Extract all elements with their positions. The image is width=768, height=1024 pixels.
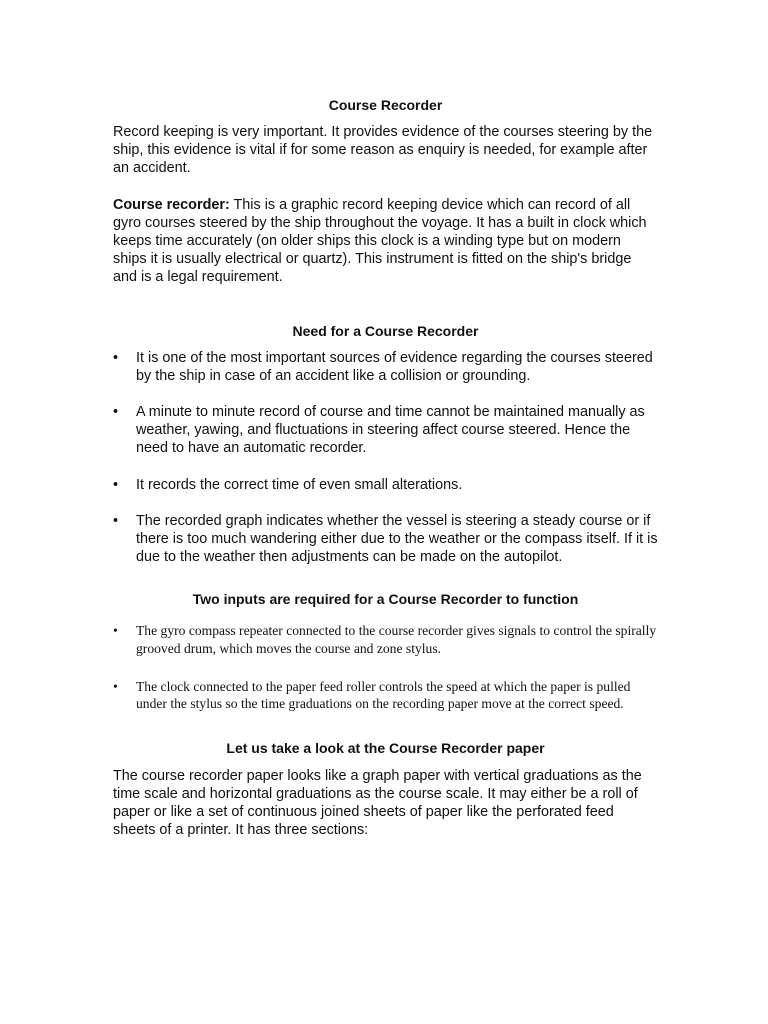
page-title: Course Recorder	[328, 97, 443, 113]
bullet-icon: •	[113, 678, 118, 694]
definition-term: Course recorder:	[113, 196, 230, 213]
paper-heading: Let us take a look at the Course Recorder paper	[226, 739, 545, 756]
need-item-text: The recorded graph indicates whether the vessel is steering a steady course or if there is too much wandering either due to the weather or the compass itself. If it is due to the weather then adjustments can be made on the autopilot.	[136, 512, 658, 566]
inputs-list	[113, 622, 658, 712]
inputs-item-text: The clock connected to the paper feed roller controls the speed at which the paper is pulled under the stylus so the time graduations on the recording paper move at the correct speed.	[136, 678, 631, 712]
bullet-icon: •	[113, 512, 119, 529]
bullet-icon: •	[113, 404, 119, 421]
need-list-item	[113, 403, 658, 458]
inputs-list-item	[113, 622, 658, 657]
need-list-item	[113, 512, 658, 567]
bullet-icon: •	[113, 349, 119, 366]
inputs-list-item	[113, 678, 658, 713]
inputs-heading: Two inputs are required for a Course Recorder to function	[192, 591, 579, 608]
need-list-item	[113, 349, 658, 385]
bullet-icon: •	[113, 623, 118, 639]
document-content	[113, 96, 658, 840]
need-heading: Need for a Course Recorder	[292, 322, 479, 339]
need-list-item	[113, 476, 658, 494]
need-item-text: It records the correct time of even small alterations.	[136, 476, 463, 493]
definition-paragraph	[113, 196, 658, 287]
definition-text: This is a graphic record keeping device which can record of all gyro courses steered by the ship throughout the voyage. It has a built in clock which keeps time accurately (on older ships this clock is a winding type but on modern ships it is usually electrical or quartz). This instrument is fitted on the ship's bridge and is a legal requirement.	[113, 196, 647, 286]
inputs-item-text: The gyro compass repeater connected to the course recorder gives signals to control the spirally grooved drum, which moves the course and zone stylus.	[136, 623, 657, 657]
need-list	[113, 349, 658, 567]
paper-paragraph: The course recorder paper looks like a graph paper with vertical graduations as the time scale and horizontal graduations as the course scale. It may either be a roll of paper or like a set of continuous joined sheets of paper like the perforated feed sheets of a printer. It has three sections:	[113, 767, 642, 839]
need-item-text: A minute to minute record of course and time cannot be maintained manually as weather, yawing, and fluctuations in steering affect course steered. Hence the need to have an automatic recorder.	[136, 404, 645, 457]
bullet-icon: •	[113, 476, 119, 493]
need-item-text: It is one of the most important sources of evidence regarding the courses steered by the ship in case of an accident like a collision or grounding.	[136, 349, 653, 384]
intro-paragraph: Record keeping is very important. It provides evidence of the courses steering by the ship, this evidence is vital if for some reason as enquiry is needed, for example after an accident.	[113, 124, 653, 177]
